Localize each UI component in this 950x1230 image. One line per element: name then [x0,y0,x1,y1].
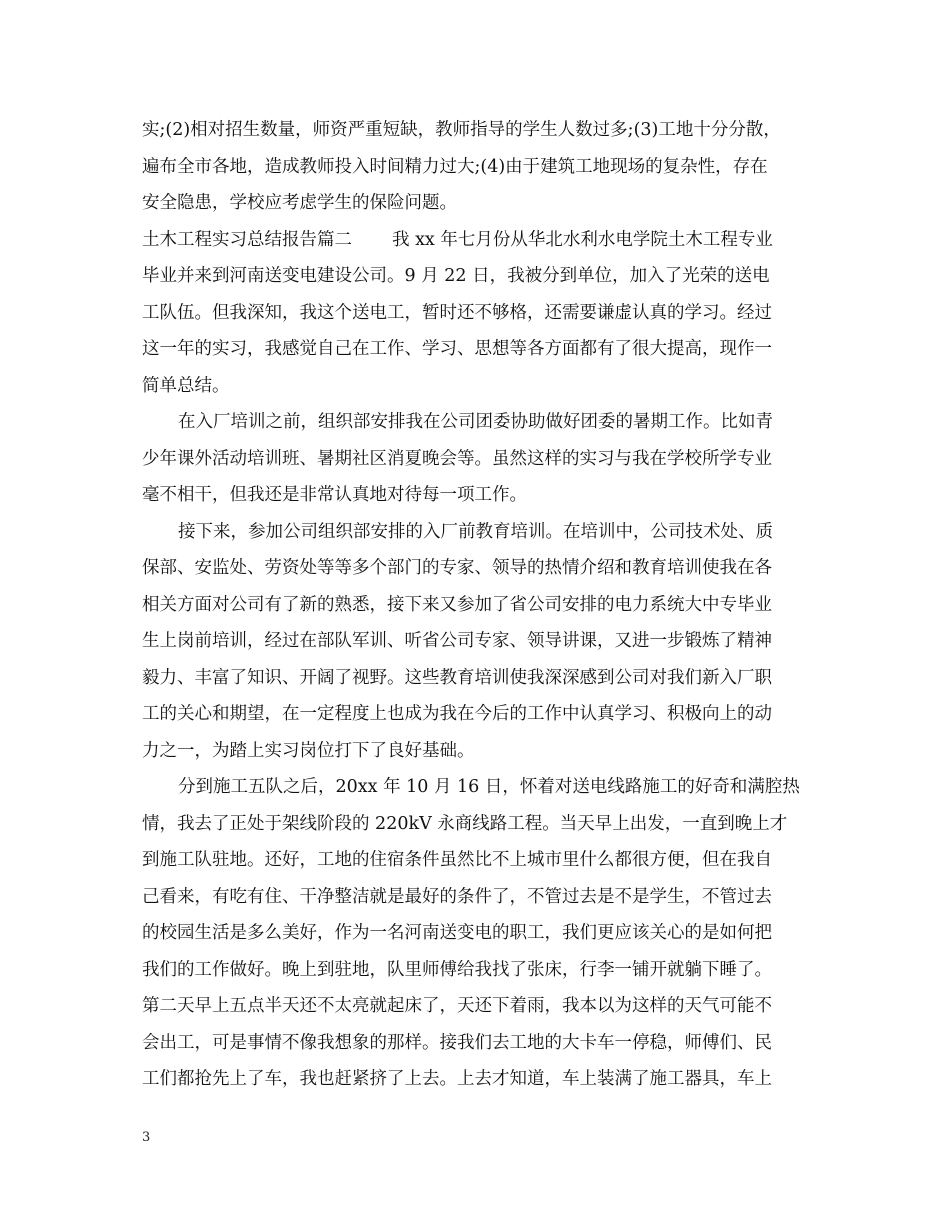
text-line [142,258,812,295]
line-text: 少年课外活动培训班、暑期社区消夏晚会等。虽然这样的实习与我在学校所学专业 [142,448,772,469]
text-line [142,477,812,514]
text-line [142,806,812,843]
text-line [142,331,812,368]
text-line [142,879,812,916]
text-line [142,404,812,441]
line-text: 生上岗前培训，经过在部队军训、听省公司专家、领导讲课，又进一步锻炼了精神 [142,631,772,651]
text-line [142,368,812,405]
text-line [142,842,812,879]
line-text: 第二天早上五点半天还不太亮就起床了，天还下着雨，我本以为这样的天气可能不 [142,996,772,1016]
line-text: 会出工，可是事情不像我想象的那样。接我们去工地的大卡车一停稳，师傅们、民 [142,1032,772,1053]
line-text: 在入厂培训之前，组织部安排我在公司团委协助做好团委的暑期工作。比如青 [178,412,773,432]
text-line [142,1061,812,1098]
line-text: 遍布全市各地，造成教师投入时间精力过大;(4)由于建筑工地现场的复杂性，存在 [142,156,768,177]
document-body [142,112,812,1098]
line-text: 接下来，参加公司组织部安排的入厂前教育培训。在培训中，公司技术处、质 [178,521,773,542]
line-text: 毅力、丰富了知识、开阔了视野。这些教育培训使我深深感到公司对我们新入厂职 [142,667,772,688]
line-text: 毕业并来到河南送变电建设公司。9 月 22 日，我被分到单位，加入了光荣的送电 [142,266,770,286]
text-line [142,769,812,806]
line-text: 分到施工五队之后，20xx 年 10 月 16 日，怀着对送电线路施工的好奇和满腔热 [178,777,800,797]
text-line [142,915,812,952]
text-line [142,514,812,551]
text-line [142,623,812,660]
line-text: 情，我去了正处于架线阶段的 220kV 永商线路工程。当天早上出发，一直到晚上才 [142,813,788,834]
line-text: 我们的工作做好。晚上到驻地，队里师傅给我找了张床，行李一铺开就躺下睡了。 [142,959,772,980]
section-heading: 土木工程实习总结报告篇二 [142,229,352,250]
line-text: 力之一，为踏上实习岗位打下了良好基础。 [142,740,475,761]
text-line [142,550,812,587]
line-text: 毫不相干，但我还是非常认真地对待每一项工作。 [142,485,527,505]
text-line [142,1025,812,1062]
text-line [142,441,812,478]
line-text: 工们都抢先上了车，我也赶紧挤了上去。上去才知道，车上装满了施工器具，车上 [142,1069,772,1089]
line-text: 到施工队驻地。还好，工地的住宿条件虽然比不上城市里什么都很方便，但在我自 [142,850,772,870]
line-text: 这一年的实习，我感觉自己在工作、学习、思想等各方面都有了很大提高，现作一 [142,339,772,359]
text-line [142,222,812,259]
text-line [142,660,812,697]
text-line [142,988,812,1025]
text-line [142,295,812,332]
page-number: 3 [142,1130,151,1145]
line-text: 相关方面对公司有了新的熟悉，接下来又参加了省公司安排的电力系统大中专毕业 [142,594,772,615]
text-line [142,149,812,186]
line-text: 己看来，有吃有住、干净整洁就是最好的条件了，不管过去是不是学生，不管过去 [142,886,772,907]
line-text: 安全隐患，学校应考虑学生的保险问题。 [142,193,457,213]
text-line [142,587,812,624]
line-text: 的校园生活是多么美好，作为一名河南送变电的职工，我们更应该关心的是如何把 [142,923,772,943]
line-text: 工的关心和期望，在一定程度上也成为我在今后的工作中认真学习、积极向上的动 [142,704,772,724]
text-line [142,112,812,149]
text-line [142,696,812,733]
line-text: 实;(2)相对招生数量，师资严重短缺，教师指导的学生人数过多;(3)工地十分分散， [142,120,781,140]
line-text: 我 xx 年七月份从华北水利水电学院土木工程专业 [392,229,773,250]
text-line [142,733,812,770]
line-text: 工队伍。但我深知，我这个送电工，暂时还不够格，还需要谦虚认真的学习。经过 [142,302,772,323]
line-text: 简单总结。 [142,375,230,396]
text-line [142,952,812,989]
line-text: 保部、安监处、劳资处等等多个部门的专家、领导的热情介绍和教育培训使我在各 [142,558,772,578]
text-line [142,185,812,222]
